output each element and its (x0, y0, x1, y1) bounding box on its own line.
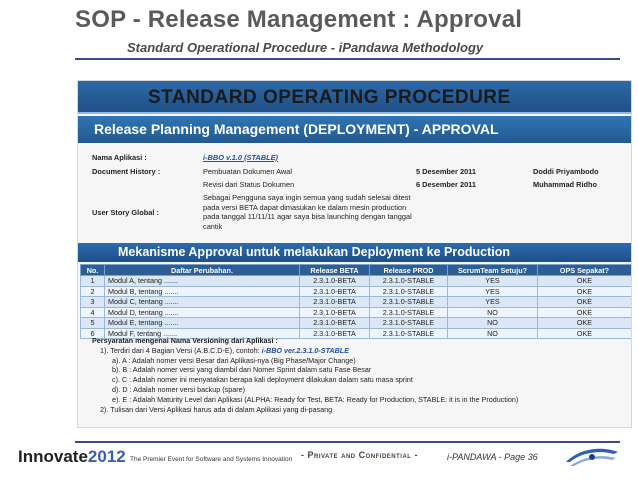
rules-item: d). D : Adalah nomer versi backup (spare) (112, 384, 246, 394)
slide-subtitle: Standard Operational Procedure - iPandawa Methodology (127, 40, 484, 55)
rules-item: e). E : Adalah Maturity Level dari Aplikasi (ALPHA: Ready for Test, BETA: Ready for Production, STABLE: it is in the Production) (112, 394, 519, 404)
table-cell: 4 (81, 307, 105, 318)
table-cell: 2.3.1.0-STABLE (370, 297, 448, 308)
table-cell: 2.3.1.0-BETA (300, 286, 370, 297)
column-header: Release BETA (300, 265, 370, 276)
mechanism-band (78, 243, 632, 262)
innovate-logo (18, 447, 126, 467)
sop-subheader-title: Release Planning Management (DEPLOYMENT) - APPROVAL (94, 121, 499, 137)
table-cell: 2.3.1.0-STABLE (370, 318, 448, 329)
table-row (81, 286, 632, 297)
table-cell: NO (448, 318, 538, 329)
rules-item: a). A : Adalah nomer versi Besar dari Aplikasi-nya (Big Phase/Major Change) (112, 355, 356, 365)
table-cell: YES (448, 276, 538, 287)
table-cell: 5 (81, 318, 105, 329)
table-cell: NO (448, 307, 538, 318)
table-cell: 2.3.1.0-BETA (300, 318, 370, 329)
rules-item: c). C : Adalah nomer ini menyatakan berapa kali deployment dilakukan dalam satu masa sprint (112, 375, 413, 385)
slide-title: SOP - Release Management : Approval (75, 6, 523, 33)
sop-document-image (77, 80, 632, 428)
column-header: Daftar Perubahan. (105, 265, 300, 276)
table-cell: Modul F, tentang ....... (105, 328, 300, 339)
table-cell: 1 (81, 276, 105, 287)
table-cell: 2.3.1.0-STABLE (370, 286, 448, 297)
rules-line: 2). Tulisan dari Versi Aplikasi harus ada di dalam Aplikasi yang di-pasang (100, 404, 333, 414)
table-cell: OKE (538, 318, 632, 329)
history-author: Muhammad Ridho (533, 180, 598, 189)
table-cell: YES (448, 297, 538, 308)
app-label: Nama Aplikasi : (92, 153, 147, 162)
column-header: OPS Sepakat? (538, 265, 632, 276)
column-header: ScrumTeam Setuju? (448, 265, 538, 276)
sop-subheader-band (78, 116, 632, 143)
table-header-row (81, 265, 632, 276)
table-cell: 2 (81, 286, 105, 297)
table-cell: NO (448, 328, 538, 339)
history-desc: Revisi dari Status Dokumen (203, 180, 295, 189)
rules-line (92, 346, 630, 356)
table-cell: 2.3.1.0-STABLE (370, 307, 448, 318)
rules-line-prefix: 1). Terdiri dari 4 Bagian Versi (A.B.C.D-E), contoh: (100, 345, 262, 355)
table-row (81, 276, 632, 287)
footer-tagline: The Premier Event for Software and Systems Innovation (130, 456, 293, 463)
table-cell: OKE (538, 307, 632, 318)
table-cell: OKE (538, 328, 632, 339)
story-text: Sebagai Pengguna saya ingin semua yang sudah selesai ditest pada versi BETA dapat dimasukan ke dalam mesin production pada tanggal 11/11/11 agar saya bisa launching dengan tanggal cantik (203, 193, 412, 231)
sop-header-band (78, 81, 632, 114)
table-row (81, 318, 632, 329)
table-cell: 6 (81, 328, 105, 339)
table-row (81, 307, 632, 318)
table-cell: 2.3.1.0-STABLE (370, 276, 448, 287)
table-cell: Modul B, tentang ....... (105, 286, 300, 297)
confidential-notice: - Private and Confidential - (301, 450, 418, 460)
app-value: i-BBO v.1.0 (STABLE) (203, 153, 279, 162)
table-cell: Modul D, tentang ....... (105, 307, 300, 318)
table-cell: 3 (81, 297, 105, 308)
story-label: User Story Global : (92, 208, 159, 217)
logo-word: Innovate (18, 447, 88, 466)
table-cell: OKE (538, 276, 632, 287)
rules-title: Persyaratan mengenai Nama Versioning dari Aplikasi : (92, 336, 278, 345)
mechanism-title: Mekanisme Approval untuk melakukan Deployment ke Production (118, 245, 510, 259)
company-logo-icon (562, 444, 622, 470)
table-cell: 2.3.1.0-BETA (300, 307, 370, 318)
table-row (81, 297, 632, 308)
rules-item: b). B : Adalah nomer versi yang diambil dari Nomer Sprint dalam satu Fase Besar (112, 365, 372, 375)
table-cell: 2.3.1.0-BETA (300, 276, 370, 287)
history-label: Document History : (92, 167, 161, 176)
versioning-rules (92, 336, 630, 414)
history-author: Doddi Priyambodo (533, 167, 599, 176)
table-cell: Modul C, tentang ....... (105, 297, 300, 308)
history-desc: Pembuatan Dokumen Awal (203, 167, 293, 176)
history-date: 5 Desember 2011 (416, 167, 476, 176)
table-cell: OKE (538, 286, 632, 297)
table-cell: Modul E, tentang ....... (105, 318, 300, 329)
table-cell: OKE (538, 297, 632, 308)
top-rule (75, 58, 620, 60)
history-date: 6 Desember 2011 (416, 180, 476, 189)
version-example: i-BBO ver.2.3.1.0-STABLE (261, 345, 349, 355)
column-header: Release PROD (370, 265, 448, 276)
bottom-rule (75, 441, 620, 443)
table-cell: 2.3.1.0-STABLE (370, 328, 448, 339)
column-header: No. (81, 265, 105, 276)
sop-header-title: STANDARD OPERATING PROCEDURE (148, 87, 511, 108)
table-cell: 2.3.1.0-BETA (300, 328, 370, 339)
table-cell: YES (448, 286, 538, 297)
table-cell: Modul A, tentang ....... (105, 276, 300, 287)
approval-table (80, 264, 632, 339)
page-number: i-PANDAWA - Page 36 (447, 452, 538, 462)
logo-year: 2012 (87, 447, 126, 466)
table-cell: 2.3.1.0-BETA (300, 297, 370, 308)
